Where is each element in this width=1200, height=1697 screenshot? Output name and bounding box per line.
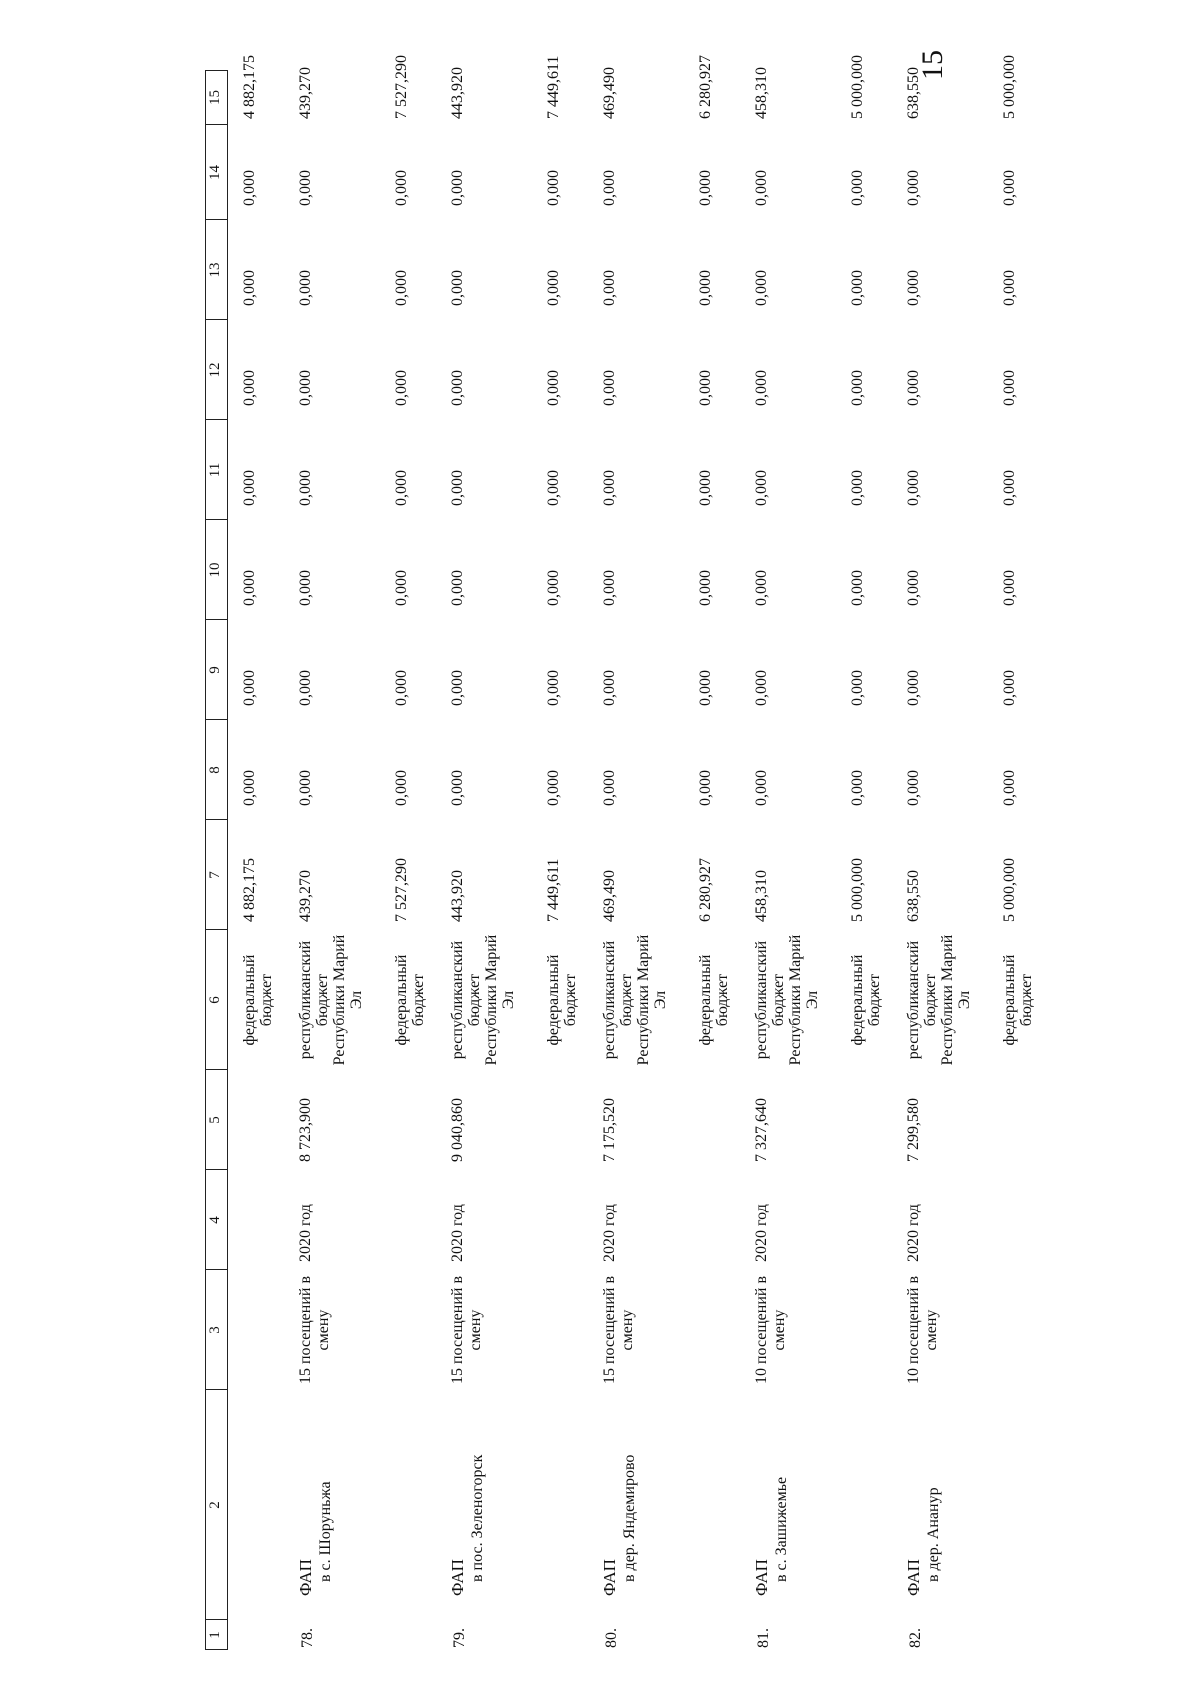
row-81-sub1-col9: 0,000 — [753, 670, 770, 706]
row-79-place: в пос. Зеленогорск — [469, 1454, 486, 1582]
row-81-sub2-col15: 5 000,000 — [849, 55, 866, 119]
row-79-sub1-col12: 0,000 — [449, 370, 466, 406]
row-78-sub1-col12: 0,000 — [297, 370, 314, 406]
row-80-sub1-col14: 0,000 — [601, 170, 618, 206]
column-number: 1 — [207, 1631, 223, 1639]
column-number: 4 — [207, 1216, 223, 1224]
row-78-sub1-col10: 0,000 — [297, 570, 314, 606]
row-81-sub2-col10: 0,000 — [849, 570, 866, 606]
row-80-sub1-col13: 0,000 — [601, 270, 618, 306]
row-82-sub2-col13: 0,000 — [1001, 270, 1018, 306]
row-80-year: 2020 год — [601, 1204, 618, 1262]
row-81-capacity: 10 посещений в смену — [753, 1275, 788, 1385]
row-78-title: ФАП — [296, 1559, 315, 1596]
row-81-num: 81. — [755, 1628, 772, 1648]
row-82-sub2-col9: 0,000 — [1001, 670, 1018, 706]
row-82-sub1-col8: 0,000 — [905, 770, 922, 806]
column-number: 12 — [207, 362, 223, 378]
row-82-sub1-col9: 0,000 — [905, 670, 922, 706]
row-80-sub1-col12: 0,000 — [601, 370, 618, 406]
row-81-title: ФАП — [752, 1559, 771, 1596]
row-82-sub2-col11: 0,000 — [1001, 470, 1018, 506]
row-81-sub1-col8: 0,000 — [753, 770, 770, 806]
row-80-sub2-col8: 0,000 — [697, 770, 714, 806]
row-78-place: в с. Шоруньжа — [317, 1481, 334, 1582]
row-81-sub1-col14: 0,000 — [753, 170, 770, 206]
row-80-sub2-col10: 0,000 — [697, 570, 714, 606]
row-82-title: ФАП — [904, 1559, 923, 1596]
row-80-place: в дер. Яндемирово — [621, 1454, 638, 1582]
row-82-sub1-col10: 0,000 — [905, 570, 922, 606]
row-81-sub1-col7: 458,310 — [753, 870, 770, 922]
row-78-sub2-col15: 7 527,290 — [393, 55, 410, 119]
row-80-total: 7 175,520 — [601, 1098, 618, 1162]
row-78-sub2-col8: 0,000 — [393, 770, 410, 806]
row-82-sub1-col12: 0,000 — [905, 370, 922, 406]
row-82-sub1-col11: 0,000 — [905, 470, 922, 506]
row-81-sub2-col8: 0,000 — [849, 770, 866, 806]
row-79-sub2-col15: 7 449,611 — [545, 55, 562, 119]
row-79-total: 9 040,860 — [449, 1098, 466, 1162]
row-80-sub1-col8: 0,000 — [601, 770, 618, 806]
table-grid — [205, 55, 1065, 1650]
row-79-sub2-col9: 0,000 — [545, 670, 562, 706]
row-79-title: ФАП — [448, 1559, 467, 1596]
row-79-sub1-col9: 0,000 — [449, 670, 466, 706]
row-82-sub2-col15: 5 000,000 — [1001, 55, 1018, 119]
row-79-year: 2020 год — [449, 1204, 466, 1262]
column-number: 11 — [207, 462, 223, 478]
row-78-total: 8 723,900 — [297, 1098, 314, 1162]
row-79-sub2-col7: 7 449,611 — [545, 858, 562, 922]
row-81-sub1-col15: 458,310 — [753, 67, 770, 119]
column-number: 3 — [207, 1326, 223, 1334]
row-82-sub2-source: федеральный бюджет — [1001, 954, 1035, 1046]
page-number: 15 — [916, 50, 949, 80]
row-82-year: 2020 год — [905, 1204, 922, 1262]
column-number: 5 — [207, 1116, 223, 1124]
column-number: 9 — [207, 666, 223, 674]
row-78-sub2-col12: 0,000 — [393, 370, 410, 406]
column-number: 6 — [207, 996, 223, 1004]
carry-row-col14: 0,000 — [241, 170, 258, 206]
row-80-sub1-col15: 469,490 — [601, 67, 618, 119]
row-78-sub2-col11: 0,000 — [393, 470, 410, 506]
row-81-year: 2020 год — [753, 1204, 770, 1262]
row-80-sub2-col11: 0,000 — [697, 470, 714, 506]
row-78-sub1-col8: 0,000 — [297, 770, 314, 806]
row-82-place: в дер. Ананур — [925, 1487, 942, 1582]
column-number: 10 — [207, 562, 223, 578]
row-80-sub1-col11: 0,000 — [601, 470, 618, 506]
carry-row-col10: 0,000 — [241, 570, 258, 606]
row-81-sub2-col12: 0,000 — [849, 370, 866, 406]
row-78-capacity: 15 посещений в смену — [297, 1275, 332, 1385]
carry-row-col11: 0,000 — [241, 470, 258, 506]
column-number: 15 — [207, 90, 223, 105]
row-78-sub2-col13: 0,000 — [393, 270, 410, 306]
row-80-sub2-col9: 0,000 — [697, 670, 714, 706]
row-79-sub1-source: республиканский бюджет Республики Марий Эл — [449, 934, 517, 1066]
row-80-sub2-col15: 6 280,927 — [697, 55, 714, 119]
row-79-sub2-col11: 0,000 — [545, 470, 562, 506]
row-78-sub2-col10: 0,000 — [393, 570, 410, 606]
row-80-title: ФАП — [600, 1559, 619, 1596]
row-81-sub1-col10: 0,000 — [753, 570, 770, 606]
row-78-sub1-col9: 0,000 — [297, 670, 314, 706]
row-79-sub1-col7: 443,920 — [449, 870, 466, 922]
row-78-sub1-col14: 0,000 — [297, 170, 314, 206]
row-80-num: 80. — [603, 1628, 620, 1648]
row-78-sub1-col7: 439,270 — [297, 870, 314, 922]
row-79-sub1-col13: 0,000 — [449, 270, 466, 306]
row-78-sub2-source: федеральный бюджет — [393, 954, 427, 1046]
row-82-sub2-col14: 0,000 — [1001, 170, 1018, 206]
row-79-sub2-col10: 0,000 — [545, 570, 562, 606]
row-78-sub1-col11: 0,000 — [297, 470, 314, 506]
column-number: 8 — [207, 766, 223, 774]
row-79-sub1-col14: 0,000 — [449, 170, 466, 206]
row-82-sub2-col12: 0,000 — [1001, 370, 1018, 406]
row-81-sub2-col7: 5 000,000 — [849, 858, 866, 922]
row-79-sub2-col8: 0,000 — [545, 770, 562, 806]
row-82-sub2-col8: 0,000 — [1001, 770, 1018, 806]
row-82-sub1-col14: 0,000 — [905, 170, 922, 206]
row-82-sub1-col15: 638,550 — [905, 67, 922, 119]
column-number: 13 — [207, 262, 223, 278]
row-80-sub2-col7: 6 280,927 — [697, 858, 714, 922]
row-78-num: 78. — [299, 1628, 316, 1648]
row-81-sub2-col14: 0,000 — [849, 170, 866, 206]
row-78-year: 2020 год — [297, 1204, 314, 1262]
row-80-sub1-col10: 0,000 — [601, 570, 618, 606]
column-number: 2 — [207, 1501, 223, 1509]
row-81-sub1-col13: 0,000 — [753, 270, 770, 306]
row-79-sub2-col13: 0,000 — [545, 270, 562, 306]
row-81-place: в с. Зашижемье — [773, 1476, 790, 1582]
row-80-sub2-col13: 0,000 — [697, 270, 714, 306]
row-78-sub1-source: республиканский бюджет Республики Марий Эл — [297, 934, 365, 1066]
row-82-sub2-col7: 5 000,000 — [1001, 858, 1018, 922]
row-78-sub2-col9: 0,000 — [393, 670, 410, 706]
row-81-sub2-col9: 0,000 — [849, 670, 866, 706]
carry-row-col12: 0,000 — [241, 370, 258, 406]
row-79-sub1-col11: 0,000 — [449, 470, 466, 506]
row-82-capacity: 10 посещений в смену — [905, 1275, 940, 1385]
row-82-total: 7 299,580 — [905, 1098, 922, 1162]
carry-row-col7: 4 882,175 — [241, 858, 258, 922]
row-82-sub2-col10: 0,000 — [1001, 570, 1018, 606]
carry-row-col15: 4 882,175 — [241, 55, 258, 119]
row-78-sub1-col15: 439,270 — [297, 67, 314, 119]
row-78-sub2-col7: 7 527,290 — [393, 858, 410, 922]
budget-table — [205, 55, 1065, 1650]
row-78-sub1-col13: 0,000 — [297, 270, 314, 306]
carry-row-col8: 0,000 — [241, 770, 258, 806]
carry-row-source: федеральный бюджет — [241, 954, 275, 1046]
row-79-num: 79. — [451, 1628, 468, 1648]
row-80-sub2-source: федеральный бюджет — [697, 954, 731, 1046]
row-79-capacity: 15 посещений в смену — [449, 1275, 484, 1385]
row-80-sub2-col14: 0,000 — [697, 170, 714, 206]
row-81-sub2-col11: 0,000 — [849, 470, 866, 506]
column-number: 7 — [207, 871, 223, 879]
row-79-sub1-col15: 443,920 — [449, 67, 466, 119]
header-rule — [227, 70, 228, 1650]
row-80-sub2-col12: 0,000 — [697, 370, 714, 406]
row-79-sub1-col10: 0,000 — [449, 570, 466, 606]
row-82-sub1-source: республиканский бюджет Республики Марий Эл — [905, 934, 973, 1066]
row-80-sub1-col9: 0,000 — [601, 670, 618, 706]
carry-row-col9: 0,000 — [241, 670, 258, 706]
row-82-sub1-col13: 0,000 — [905, 270, 922, 306]
row-82-sub1-col7: 638,550 — [905, 870, 922, 922]
row-79-sub2-col14: 0,000 — [545, 170, 562, 206]
row-81-sub1-col11: 0,000 — [753, 470, 770, 506]
row-80-capacity: 15 посещений в смену — [601, 1275, 636, 1385]
column-number: 14 — [207, 165, 223, 180]
row-81-total: 7 327,640 — [753, 1098, 770, 1162]
row-81-sub2-col13: 0,000 — [849, 270, 866, 306]
row-79-sub1-col8: 0,000 — [449, 770, 466, 806]
carry-row-col13: 0,000 — [241, 270, 258, 306]
row-81-sub2-source: федеральный бюджет — [849, 954, 883, 1046]
row-79-sub2-col12: 0,000 — [545, 370, 562, 406]
row-80-sub1-source: республиканский бюджет Республики Марий Эл — [601, 934, 669, 1066]
row-81-sub1-source: республиканский бюджет Республики Марий Эл — [753, 934, 821, 1066]
row-82-num: 82. — [907, 1628, 924, 1648]
row-81-sub1-col12: 0,000 — [753, 370, 770, 406]
row-78-sub2-col14: 0,000 — [393, 170, 410, 206]
row-80-sub1-col7: 469,490 — [601, 870, 618, 922]
row-79-sub2-source: федеральный бюджет — [545, 954, 579, 1046]
